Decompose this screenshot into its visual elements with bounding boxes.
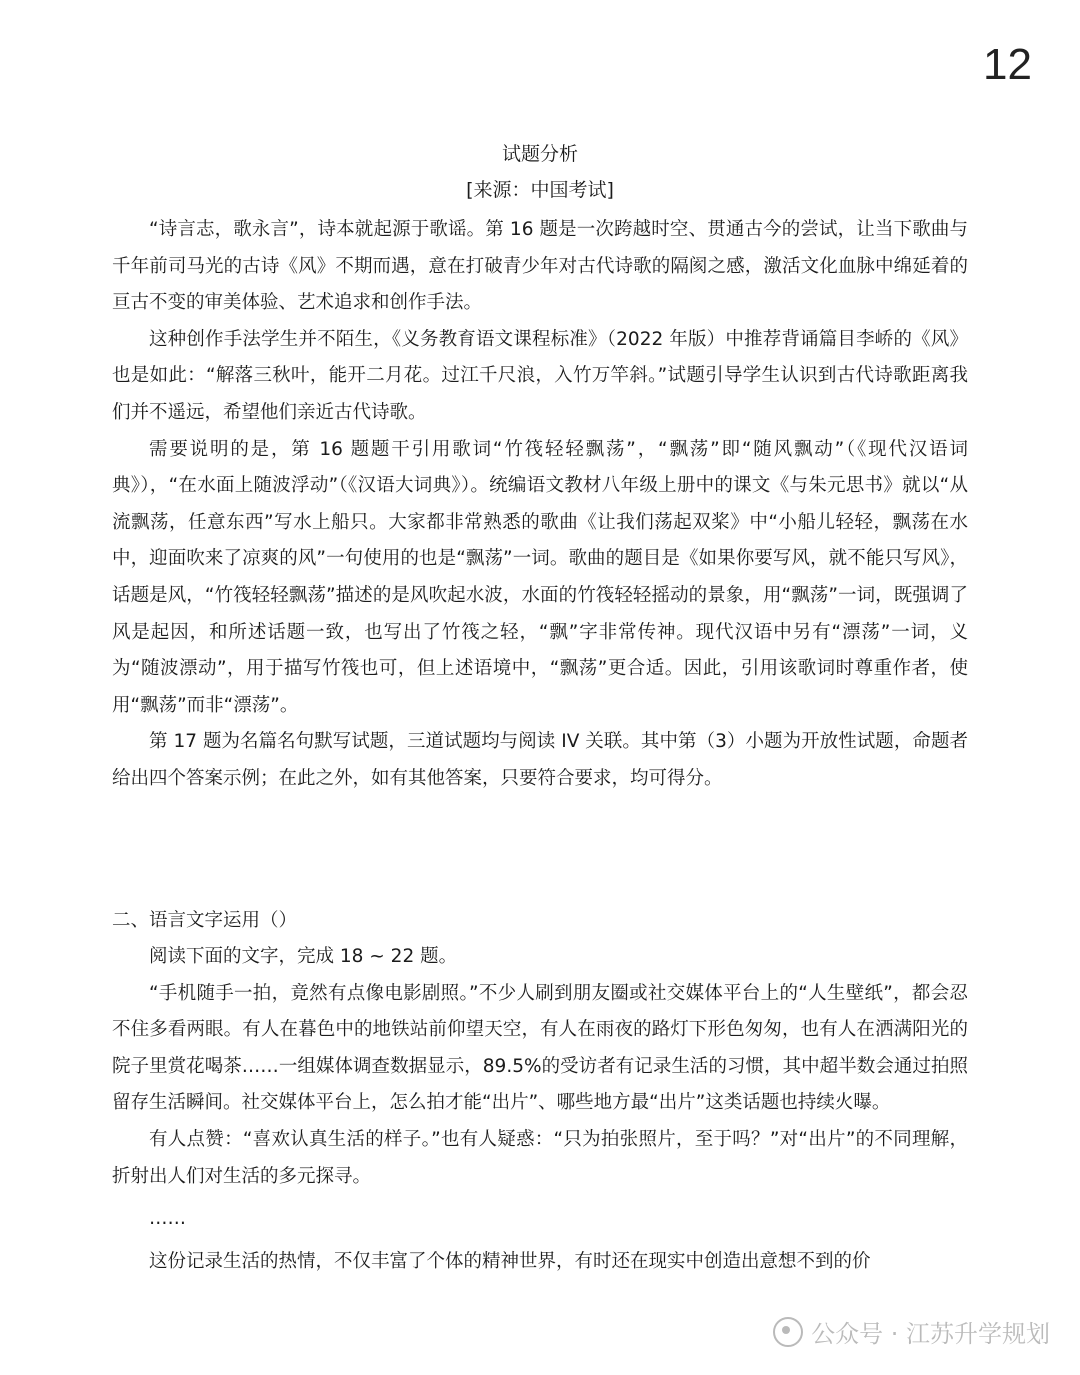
analysis-paragraph: 这种创作手法学生并不陌生，《义务教育语文课程标准》（2022 年版）中推荐背诵篇目李峤的《风》也是如此：“解落三秋叶，能开二月花。过江千尺浪，入竹万竿斜。”试题引导学生认识到古代诗歌距离我们并不遥远，希望他们亲近古代诗歌。 (112, 328, 968, 423)
section-instruction: 阅读下面的文字，完成 18 ~ 22 题。 (149, 946, 458, 967)
language-section (112, 905, 968, 1280)
passage-paragraph: 有人点赞：“喜欢认真生活的样子。”也有人疑惑：“只为拍张照片，至于吗？”对“出片”的不同理解，折射出人们对生活的多元探寻。 (112, 1128, 968, 1187)
analysis-paragraph: 第 17 题为名篇名句默写试题，三道试题均与阅读 IV 关联。其中第（3）小题为开放性试题，命题者给出四个答案示例；在此之外，如有其他答案，只要符合要求，均可得分。 (112, 731, 968, 789)
analysis-paragraph: “诗言志，歌永言”，诗本就起源于歌谣。第 16 题是一次跨越时空、贯通古今的尝试，让当下歌曲与千年前司马光的古诗《风》不期而遇，意在打破青少年对古代诗歌的隔阂之感，激活文化血脉中绵延着的亘古不变的审美体验、艺术追求和创作手法。 (112, 219, 968, 314)
wechat-icon (773, 1317, 803, 1347)
ellipsis: …… (149, 1208, 186, 1230)
analysis-paragraph: 需要说明的是，第 16 题题干引用歌词“竹筏轻轻飘荡”，“飘荡”即“随风飘动”（《现代汉语词典》），“在水面上随波浮动”（《汉语大词典》）。统编语文教材八年级上册中的课文《与朱元思书》就以“从流飘荡，任意东西”写水上船只。大家都非常熟悉的歌曲《让我们荡起双桨》中“小船儿轻轻，飘荡在水中，迎面吹来了凉爽的风”一句使用的也是“飘荡”一词。歌曲的题目是《如果你要写风，就不能只写风》，话题是风，“竹筏轻轻飘荡”描述的是风吹起水波，水面的竹筏轻轻摇动的景象，用“飘荡”一词，既强调了风是起因，和所述话题一致，也写出了竹筏之轻，“飘”字非常传神。现代汉语中另有“漂荡”一词，义为“随波漂动”，用于描写竹筏也可，但上述语境中，“飘荡”更合适。因此，引用该歌词时尊重作者，使用“飘荡”而非“漂荡”。 (112, 438, 968, 716)
analysis-section (112, 212, 968, 798)
source-line: [来源：中国考试] (466, 179, 614, 201)
page-title: 试题分析 (501, 143, 578, 165)
page-number: 12 (983, 40, 1032, 89)
watermark (773, 1314, 1050, 1349)
passage-paragraph: “手机随手一拍，竟然有点像电影剧照。”不少人刷到朋友圈或社交媒体平台上的“人生壁纸”，都会忍不住多看两眼。有人在暮色中的地铁站前仰望天空，有人在雨夜的路灯下形色匆匆，也有人在洒满阳光的院子里赏花喝茶……一组媒体调查数据显示，89.5%的受访者有记录生活的习惯，其中超半数会通过拍照留存生活瞬间。社交媒体平台上，怎么拍才能“出片”、哪些地方最“出片”这类话题也持续火曝。 (112, 982, 968, 1114)
watermark-text: 公众号 · 江苏升学规划 (811, 1320, 1050, 1348)
section-heading: 二、语言文字运用（） (112, 910, 298, 931)
passage-last-line: 这份记录生活的热情，不仅丰富了个体的精神世界，有时还在现实中创造出意想不到的价 (149, 1250, 871, 1272)
